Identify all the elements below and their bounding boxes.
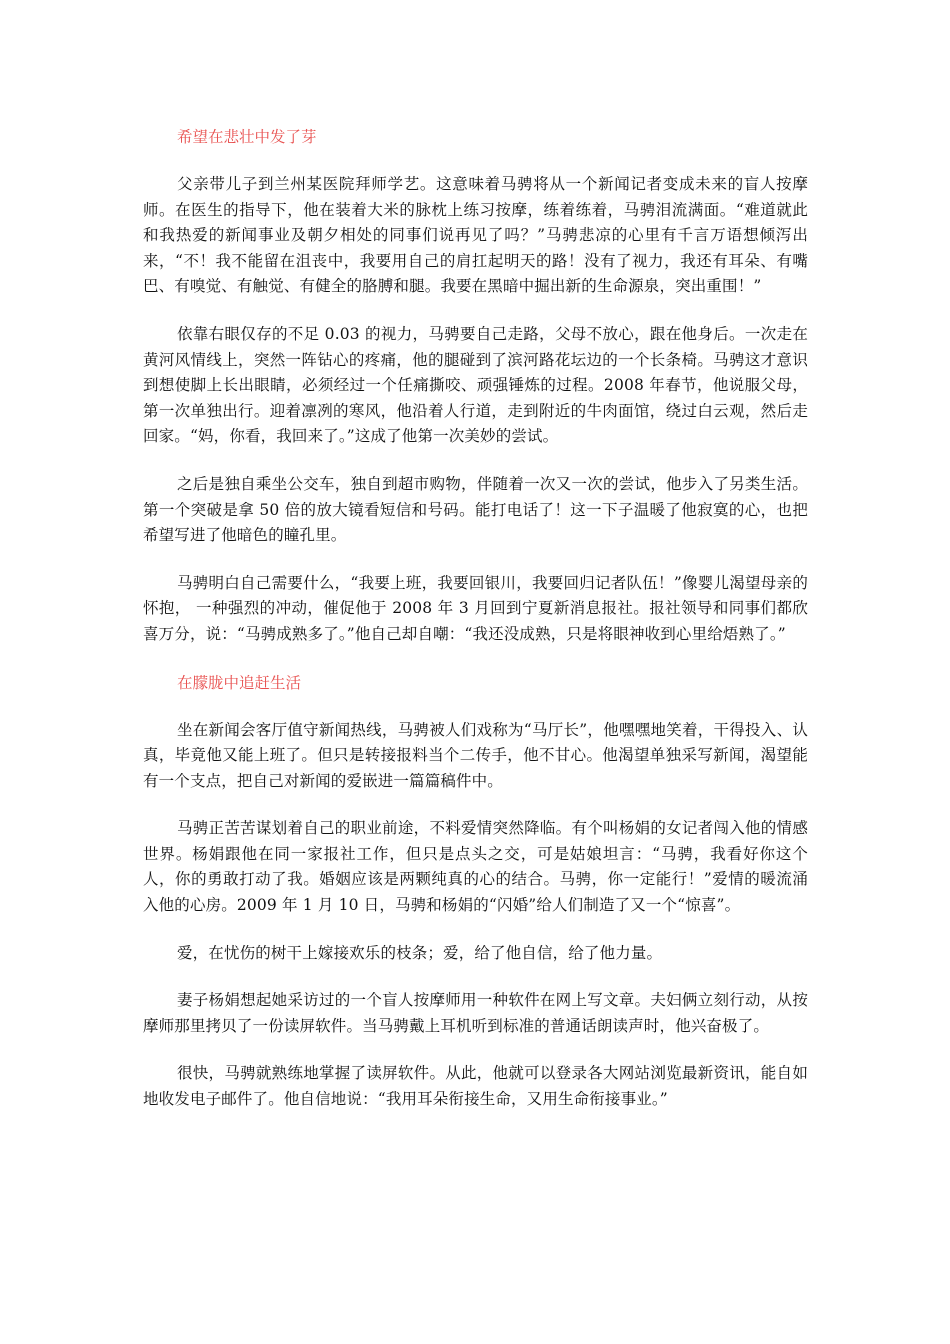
paragraph: 马骋明白自己需要什么，“我要上班，我要回银川，我要回归记者队伍！”像婴儿渴望母亲的怀抱， 一种强烈的冲动，催促他于 2008 年 3 月回到宁夏新消息报社。报社领导和同事们都欣喜万分，说：“马骋成熟多了。”他自己却自嘲：“我还没成熟，只是将眼神收到心里给焐熟了。” xyxy=(143,573,808,643)
paragraph: 依靠右眼仅存的不足 0.03 的视力，马骋要自己走路，父母不放心，跟在他身后。一次走在黄河风情线上，突然一阵钻心的疼痛，他的腿碰到了滨河路花坛边的一个长条椅。马骋这才意识到想使脚上长出眼睛，必须经过一个任痛撕咬、顽强锤炼的过程。2008 年春节，他说服父母，第一次单独出行。迎着凛冽的寒风，他沿着人行道，走到附近的牛肉面馆，绕过白云观，然后走回家。“妈，你看，我回来了。”这成了他第一次美妙的尝试。 xyxy=(143,324,808,446)
document-page xyxy=(143,124,808,1135)
section-chasing-life xyxy=(143,670,808,1113)
section-hope xyxy=(143,124,808,648)
paragraph: 妻子杨娟想起她采访过的一个盲人按摩师用一种软件在网上写文章。夫妇俩立刻行动，从按摩师那里拷贝了一份读屏软件。当马骋戴上耳机听到标准的普通话朗读声时，他兴奋极了。 xyxy=(143,991,808,1035)
paragraph: 爱，在忧伤的树干上嫁接欢乐的枝条；爱，给了他自信，给了他力量。 xyxy=(177,943,663,962)
section-heading: 在朦胧中追赶生活 xyxy=(177,673,302,692)
paragraph: 坐在新闻会客厅值守新闻热线，马骋被人们戏称为“马厅长”，他嘿嘿地笑着，干得投入、认真，毕竟他又能上班了。但只是转接报料当个二传手，他不甘心。他渴望单独采写新闻，渴望能有一个支点，把自己对新闻的爱嵌进一篇篇稿件中。 xyxy=(143,720,808,790)
paragraph: 很快，马骋就熟练地掌握了读屏软件。从此，他就可以登录各大网站浏览最新资讯，能自如地收发电子邮件了。他自信地说：“我用耳朵衔接生命，又用生命衔接事业。” xyxy=(143,1064,808,1109)
paragraph: 父亲带儿子到兰州某医院拜师学艺。这意味着马骋将从一个新闻记者变成未来的盲人按摩师。在医生的指导下，他在装着大米的脉枕上练习按摩，练着练着，马骋泪流满面。“难道就此和我热爱的新闻事业及朝夕相处的同事们说再见了吗？”马骋悲凉的心里有千言万语想倾泻出来，“不！我不能留在沮丧中，我要用自己的肩扛起明天的路！没有了视力，我还有耳朵、有嘴巴、有嗅觉、有触觉、有健全的胳膊和腿。我要在黑暗中掘出新的生命源泉，突出重围！” xyxy=(143,175,808,296)
section-heading: 希望在悲壮中发了芽 xyxy=(177,128,317,146)
paragraph: 之后是独自乘坐公交车，独自到超市购物，伴随着一次又一次的尝试，他步入了另类生活。第一个突破是拿 50 倍的放大镜看短信和号码。能打电话了！这一下子温暖了他寂寞的心，也把希望写进了他暗色的瞳孔里。 xyxy=(143,474,808,545)
paragraph: 马骋正苦苦谋划着自己的职业前途，不料爱情突然降临。有个叫杨娟的女记者闯入他的情感世界。杨娟跟他在同一家报社工作，但只是点头之交，可是姑娘坦言：“马骋，我看好你这个人，你的勇敢打动了我。婚姻应该是两颗纯真的心的结合。马骋，你一定能行！”爱情的暖流涌入他的心房。2009 年 1 月 10 日，马骋和杨娟的“闪婚”给人们制造了又一个“惊喜”。 xyxy=(143,819,808,915)
